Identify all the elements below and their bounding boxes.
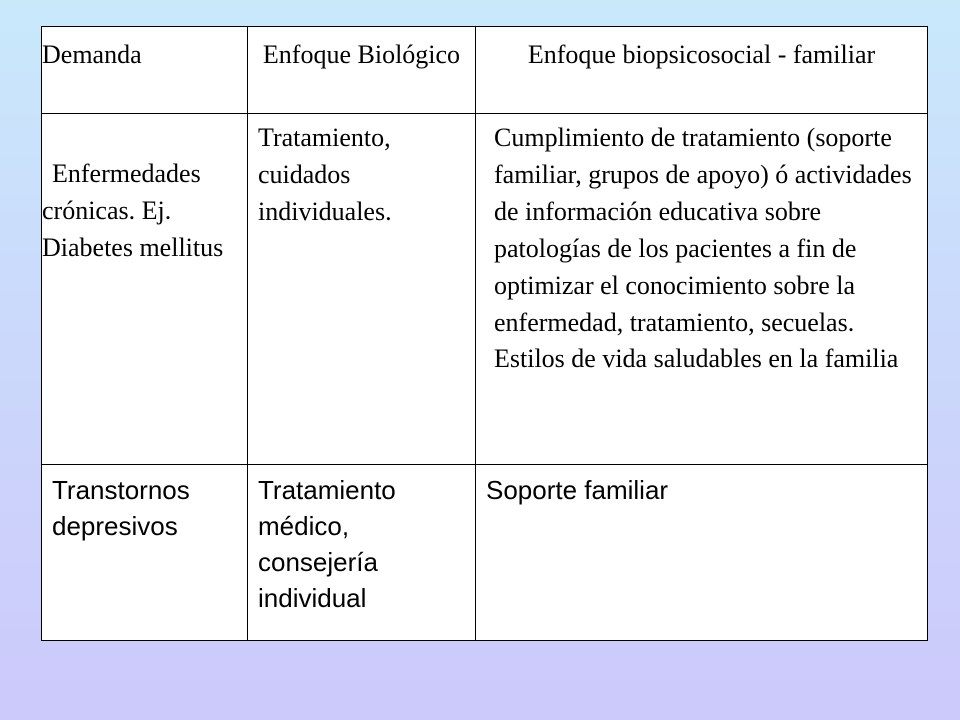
cell-biologico-text: Tratamiento, cuidados individuales. (258, 123, 392, 226)
header-cell-enfoque-biologico (248, 27, 476, 114)
header-enfoque-biologico-text: Enfoque Biológico (262, 40, 461, 69)
cell-biopsicosocial (476, 465, 928, 641)
table-row (42, 465, 928, 641)
header-cell-demanda (42, 27, 248, 114)
cell-demanda (42, 114, 248, 465)
cell-demanda-text: Transtornos depresivos (52, 475, 190, 541)
cell-biopsicosocial (476, 114, 928, 465)
table-row (42, 114, 928, 465)
table-header-row (42, 27, 928, 114)
cell-biologico (248, 465, 476, 641)
comparison-table (41, 26, 928, 641)
header-cell-enfoque-biopsicosocial (476, 27, 928, 114)
cell-biopsicosocial-text: Soporte familiar (486, 475, 669, 505)
cell-demanda-text: Enfermedades crónicas. Ej. Diabetes mellitus (42, 159, 224, 262)
cell-biopsicosocial-text: Cumplimiento de tratamiento (soporte familiar, grupos de apoyo) ó actividades de información educativa sobre patologías de los pacientes a fin de optimizar el conocimiento sobre la enfermedad, tratamiento, secuelas. Estilos de vida saludables en la familia (494, 123, 912, 374)
header-demanda-text: Demanda (42, 40, 142, 69)
cell-biologico (248, 114, 476, 465)
cell-demanda (42, 465, 248, 641)
header-enfoque-biopsicosocial-text: Enfoque biopsicosocial - familiar (527, 40, 876, 69)
cell-biologico-text: Tratamiento médico, consejería individual (258, 475, 396, 613)
